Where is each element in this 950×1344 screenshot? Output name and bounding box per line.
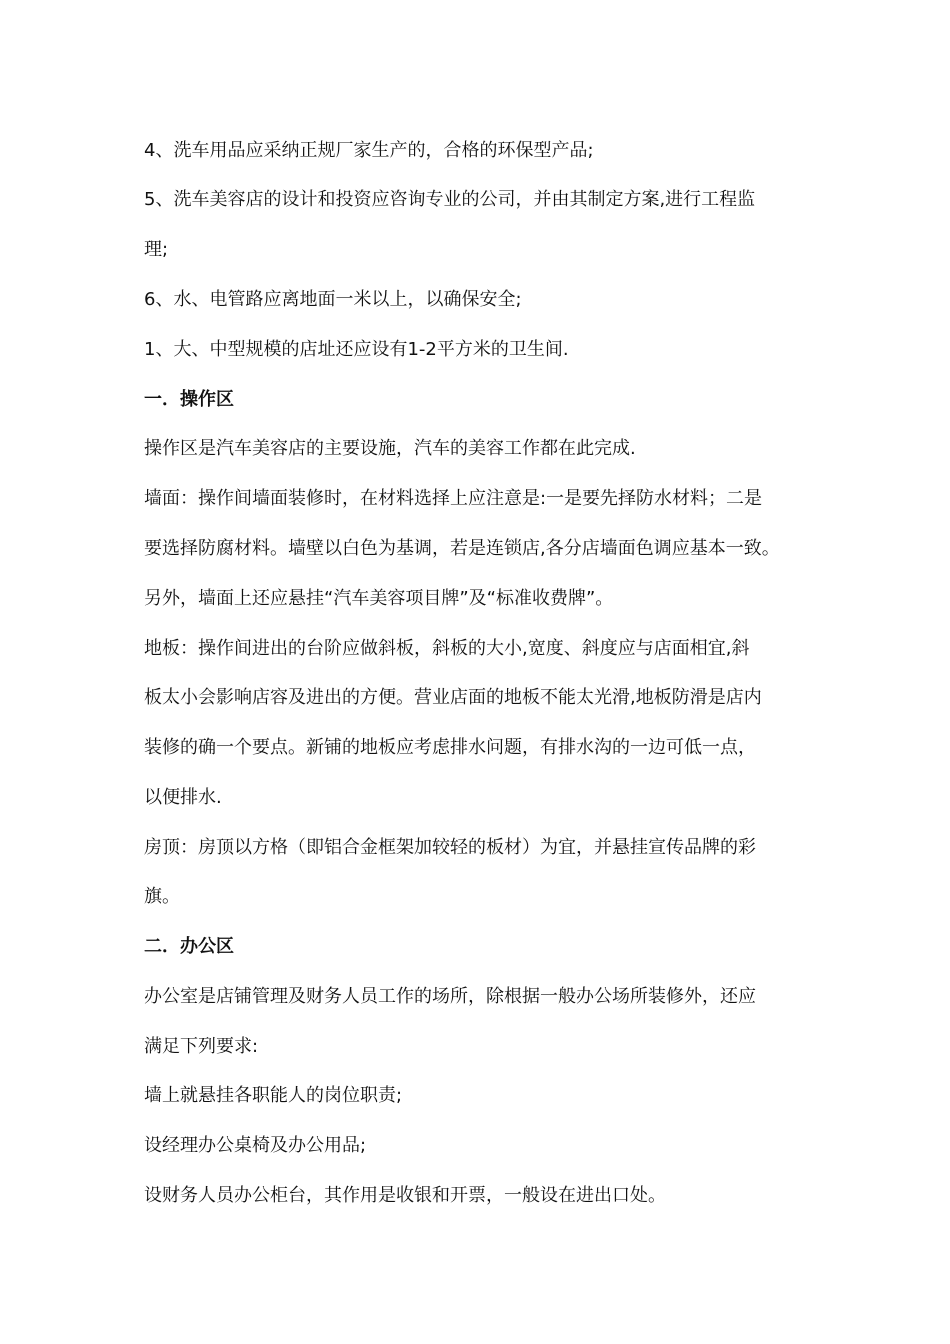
paragraph-ceiling: 房顶：房顶以方格（即铝合金框架加较轻的板材）为宜，并悬挂宣传品牌的彩 [144,837,756,858]
section-heading-office-area: 二．办公区 [144,936,234,957]
paragraph-wall-cont-1: 要选择防腐材料。墙壁以白色为基调，若是连锁店,各分店墙面色调应基本一致。 [144,538,780,559]
list-item-job-duties: 墙上就悬挂各职能人的岗位职责; [144,1085,403,1106]
paragraph-ceiling-cont: 旗。 [144,886,180,907]
list-item-restroom: 1、大、中型规模的店址还应设有1-2平方米的卫生间. [144,339,569,360]
paragraph-floor: 地板：操作间进出的台阶应做斜板，斜板的大小,宽度、斜度应与店面相宜,斜 [144,638,750,659]
list-item-washing-supplies: 4、洗车用品应采纳正规厂家生产的，合格的环保型产品; [144,140,594,161]
list-item-design-investment: 5、洗车美容店的设计和投资应咨询专业的公司，并由其制定方案,进行工程监 [144,189,756,210]
list-item-finance-counter: 设财务人员办公柜台，其作用是收银和开票，一般设在进出口处。 [144,1185,666,1206]
section-heading-operation-area: 一．操作区 [144,389,234,410]
list-item-manager-desk: 设经理办公桌椅及办公用品; [144,1135,367,1156]
paragraph-office-intro: 办公室是店铺管理及财务人员工作的场所，除根据一般办公场所装修外，还应 [144,986,756,1007]
paragraph-wall: 墙面：操作间墙面装修时，在材料选择上应注意是:一是要先择防水材料；二是 [144,488,763,509]
paragraph-floor-cont-3: 以便排水. [144,787,222,808]
paragraph-wall-cont-2: 另外，墙面上还应悬挂“汽车美容项目牌”及“标准收费牌”。 [144,588,614,609]
paragraph-office-intro-cont: 满足下列要求: [144,1036,259,1057]
list-item-design-investment-cont: 理; [144,239,169,260]
paragraph-floor-cont-1: 板太小会影响店容及进出的方便。营业店面的地板不能太光滑,地板防滑是店内 [144,687,762,708]
paragraph-floor-cont-2: 装修的确一个要点。新铺的地板应考虑排水问题，有排水沟的一边可低一点， [144,737,756,758]
list-item-pipes: 6、水、电管路应离地面一米以上，以确保安全; [144,289,522,310]
paragraph-operation-intro: 操作区是汽车美容店的主要设施，汽车的美容工作都在此完成. [144,438,636,459]
